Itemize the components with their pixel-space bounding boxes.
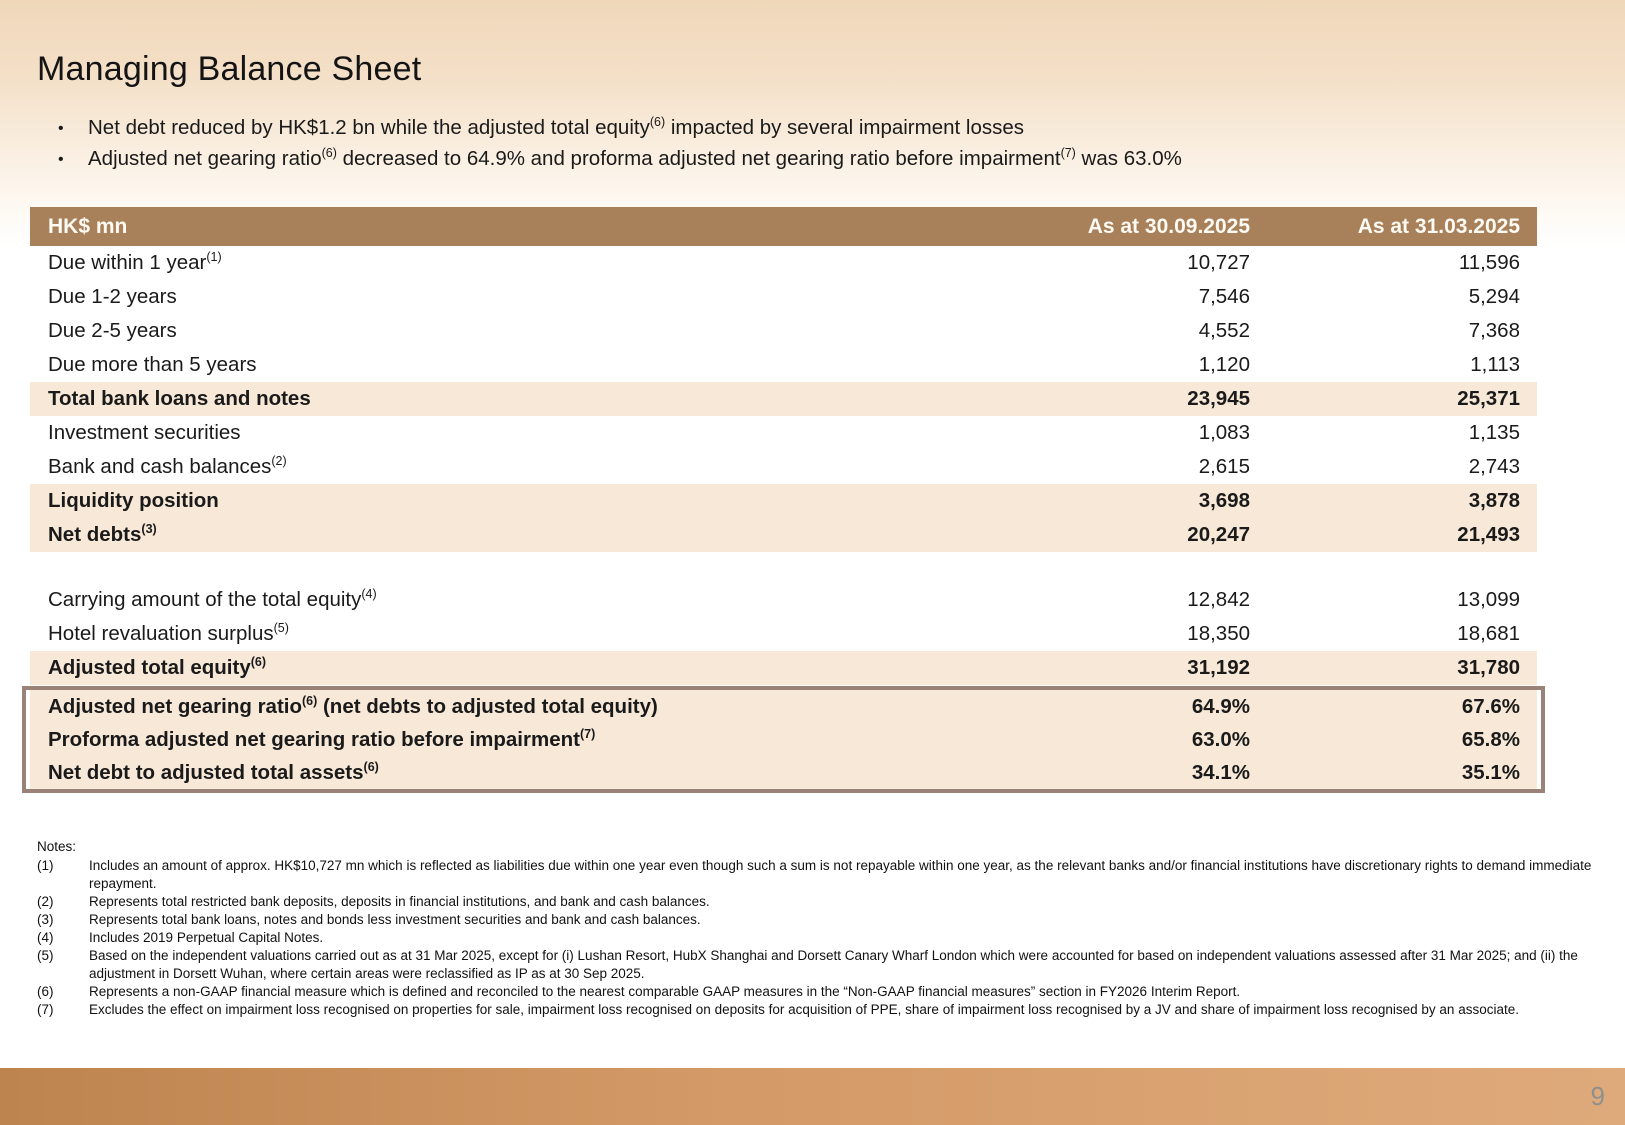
footnote-item: [37, 929, 1595, 947]
row-value-col1: 7,546: [1198, 285, 1250, 308]
footnote-item: [37, 947, 1595, 983]
footnote-ref: (2): [271, 454, 287, 469]
footnote-item: [37, 893, 1595, 911]
row-value-col1: 18,350: [1187, 622, 1250, 645]
table-row: [30, 583, 1537, 617]
row-value-col1: 1,120: [1198, 353, 1250, 376]
row-value-col1: 10,727: [1187, 251, 1250, 274]
footnote-text: Excludes the effect on impairment loss recognised on properties for sale, impairment loss recognised on deposits for acquisition of PPE, share of impairment loss recognised by a JV and share of impairment loss recognised by an associate.: [89, 1002, 1519, 1017]
table-row-subtotal: [30, 651, 1537, 685]
footnote-ref: (1): [206, 250, 222, 265]
row-value-col2: 7,368: [1468, 319, 1520, 342]
row-label: Adjusted net gearing ratio: [48, 694, 302, 718]
row-value-col1: 12,842: [1187, 588, 1250, 611]
row-value-col2: 67.6%: [1461, 694, 1520, 718]
bullet-text: Net debt reduced by HK$1.2 bn while the adjusted total equity$^{(6)}$ impacted by several impairment losses: [88, 115, 1025, 139]
footnote-ref: (6): [363, 759, 379, 774]
row-value-col2: 35.1%: [1461, 760, 1520, 784]
table-row: [30, 617, 1537, 651]
row-label: Due more than 5 years: [48, 353, 257, 376]
table-row-ratio: [30, 723, 1537, 756]
table-row: [30, 246, 1537, 280]
footnote-text: Based on the independent valuations carried out as at 31 Mar 2025, except for (i) Lushan Resort, HubX Shanghai and Dorsett Canary Wharf London which were accounted for based on independent valuations assessed after 31 Mar 2025; and (ii) the adjustment in Dorsett Wuhan, where certain areas were reclassified as IP as at 30 Sep 2025.: [89, 948, 1578, 981]
header-date-col1: As at 30.09.2025: [1087, 214, 1250, 238]
footnote-ref: (5): [273, 621, 289, 636]
footnote-item: [37, 857, 1595, 893]
page-title: Managing Balance Sheet: [37, 50, 422, 88]
footnote-ref: (7): [1060, 146, 1076, 161]
row-value-col2: 21,493: [1457, 523, 1520, 546]
table-header-row: [30, 207, 1537, 246]
footnote-ref: (6): [321, 146, 337, 161]
row-value-col1: 23,945: [1187, 387, 1250, 410]
row-value-col1: 31,192: [1187, 656, 1250, 679]
row-value-col2: 1,135: [1468, 421, 1520, 444]
footnote-ref: (6): [649, 115, 666, 130]
summary-bullets: [58, 113, 1518, 175]
row-value-col2: 25,371: [1457, 387, 1520, 410]
row-value-col2: 3,878: [1468, 489, 1520, 512]
table-row-subtotal: [30, 518, 1537, 552]
bullet-text: Adjusted net gearing ratio$^{(6)}$ decreased to 64.9% and proforma adjusted net gearing ratio before impairment$^{(7)}$ was 63.0%: [88, 146, 1182, 170]
row-label: Carrying amount of the total equity: [48, 588, 362, 611]
header-date-col2: As at 31.03.2025: [1357, 214, 1520, 238]
footnote-item: [37, 911, 1595, 929]
footnote-ref: (6): [250, 655, 267, 670]
footnote-text: Includes 2019 Perpetual Capital Notes.: [89, 930, 324, 945]
row-label: Investment securities: [48, 421, 241, 444]
table-row: [30, 416, 1537, 450]
row-label-suffix: (net debts to adjusted total equity): [317, 694, 658, 718]
header-unit-label: HK$ mn: [48, 214, 128, 238]
row-value-col2: 65.8%: [1461, 727, 1520, 751]
row-label: Due within 1 year: [48, 251, 207, 274]
footnote-number: (7): [37, 1002, 54, 1017]
table-row-subtotal: [30, 484, 1537, 518]
table-row: [30, 348, 1537, 382]
row-label: Due 2-5 years: [48, 319, 177, 342]
footnote-number: (3): [37, 912, 54, 927]
footnote-ref: (4): [361, 587, 377, 602]
row-value-col2: 13,099: [1457, 588, 1520, 611]
row-value-col1: 20,247: [1187, 523, 1250, 546]
table-row: [30, 450, 1537, 484]
footnote-text: Represents total bank loans, notes and bonds less investment securities and bank and cash balances.: [89, 912, 701, 927]
bullet-item: [58, 144, 1518, 175]
row-value-col2: 1,113: [1470, 353, 1520, 376]
row-value-col1: 4,552: [1198, 319, 1250, 342]
row-value-col2: 2,743: [1468, 455, 1520, 478]
table-row: [30, 280, 1537, 314]
footnotes-section: [37, 838, 1595, 1019]
row-label: Due 1-2 years: [48, 285, 177, 308]
gearing-ratio-highlight-box: [30, 690, 1537, 789]
footnote-number: (5): [37, 948, 54, 963]
bullet-marker: •: [58, 120, 64, 137]
footnote-text: Represents a non-GAAP financial measure which is defined and reconciled to the nearest comparable GAAP measures in the “Non-GAAP financial measures” section in FY2026 Interim Report.: [89, 984, 1241, 999]
footnote-ref: (3): [141, 522, 157, 537]
row-value-col2: 5,294: [1468, 285, 1520, 308]
row-value-col1: 3,698: [1198, 489, 1250, 512]
row-label: Bank and cash balances: [48, 455, 272, 478]
row-value-col1: 63.0%: [1191, 727, 1250, 751]
footnote-ref: (6): [302, 693, 318, 708]
footnote-item: [37, 983, 1595, 1001]
footnote-number: (4): [37, 930, 54, 945]
footnote-item: [37, 1001, 1595, 1019]
footnote-ref: (7): [579, 726, 596, 741]
row-value-col1: 1,083: [1198, 421, 1250, 444]
row-value-col2: 11,596: [1458, 251, 1520, 274]
page-number: 9: [1590, 1081, 1605, 1111]
row-label: Net debt to adjusted total assets: [48, 760, 364, 784]
row-label: Proforma adjusted net gearing ratio before impairment: [48, 727, 580, 751]
footer-bar: [0, 1068, 1625, 1125]
footnote-number: (1): [37, 858, 54, 873]
footnote-number: (6): [37, 984, 54, 999]
row-value-col1: 34.1%: [1191, 760, 1250, 784]
row-label: Hotel revaluation surplus: [48, 622, 274, 645]
footnote-number: (2): [37, 894, 54, 909]
table-row-ratio: [30, 756, 1537, 789]
footnote-text: Represents total restricted bank deposits, deposits in financial institutions, and bank and cash balances.: [89, 894, 710, 909]
footnotes-heading: Notes:: [37, 839, 77, 854]
balance-sheet-table: [30, 207, 1537, 789]
table-row-ratio: [30, 690, 1537, 723]
row-label: Net debts: [48, 523, 142, 546]
row-value-col1: 64.9%: [1191, 694, 1250, 718]
table-row-subtotal: [30, 382, 1537, 416]
row-value-col2: 18,681: [1457, 622, 1520, 645]
row-value-col2: 31,780: [1457, 656, 1520, 679]
row-label: Total bank loans and notes: [48, 387, 311, 410]
row-label: Adjusted total equity: [48, 656, 251, 679]
row-label: Liquidity position: [48, 489, 219, 512]
row-value-col1: 2,615: [1198, 455, 1250, 478]
footnote-text: Includes an amount of approx. HK$10,727 mn which is reflected as liabilities due within one year even though such a sum is not repayable within one year, as the relevant banks and/or financial institutions have discretionary rights to demand immediate repayment.: [89, 858, 1592, 891]
table-row: [30, 314, 1537, 348]
table-spacer: [30, 552, 1537, 583]
bullet-marker: •: [58, 151, 64, 168]
bullet-item: [58, 113, 1518, 144]
